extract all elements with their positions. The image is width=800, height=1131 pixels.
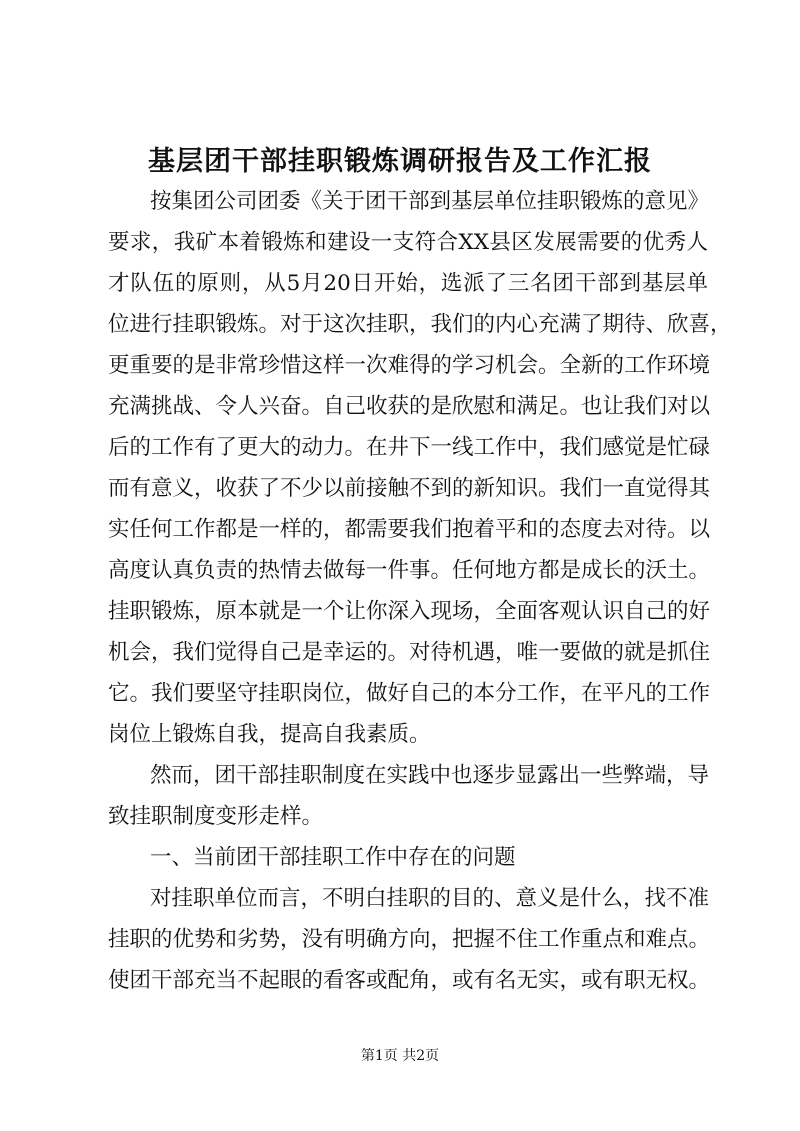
paragraph-1-line-8: 而有意义，收获了不少以前接触不到的新知识。我们一直觉得其 xyxy=(108,476,711,501)
paragraph-1-line-6: 充满挑战、令人兴奋。自己收获的是欣慰和满足。也让我们对以 xyxy=(108,394,711,419)
paragraph-3-line-1: 对挂职单位而言，不明白挂职的目的、意义是什么，找不准 xyxy=(150,886,710,911)
paragraph-3-line-3: 使团干部充当不起眼的看客或配角，或有名无实，或有职无权。 xyxy=(108,968,711,993)
paragraph-1-line-1: 按集团公司团委《关于团干部到基层单位挂职锻炼的意见》 xyxy=(150,189,710,214)
paragraph-1-line-7: 后的工作有了更大的动力。在井下一线工作中，我们感觉是忙碌 xyxy=(108,435,711,460)
paragraph-1-line-13: 它。我们要坚守挂职岗位，做好自己的本分工作，在平凡的工作 xyxy=(108,681,711,706)
paragraph-1-line-4: 位进行挂职锻炼。对于这次挂职，我们的内心充满了期待、欣喜， xyxy=(108,312,732,337)
paragraph-1-line-11: 挂职锻炼，原本就是一个让你深入现场，全面客观认识自己的好 xyxy=(108,599,711,624)
document-title: 基层团干部挂职锻炼调研报告及工作汇报 xyxy=(148,146,652,177)
paragraph-1-line-5: 更重要的是非常珍惜这样一次难得的学习机会。全新的工作环境 xyxy=(108,353,711,378)
paragraph-1-line-14: 岗位上锻炼自我，提高自我素质。 xyxy=(108,722,431,747)
section-heading: 一、当前团干部挂职工作中存在的问题 xyxy=(150,845,516,870)
paragraph-1-line-3: 才队伍的原则，从5月20日开始，选派了三名团干部到基层单 xyxy=(108,271,708,296)
page-number-footer: 第1页 共2页 xyxy=(360,1048,440,1064)
paragraph-2-line-1: 然而，团干部挂职制度在实践中也逐步显露出一些弊端，导 xyxy=(150,763,710,788)
paragraph-1-line-9: 实任何工作都是一样的，都需要我们抱着平和的态度去对待。以 xyxy=(108,517,711,542)
paragraph-3-line-2: 挂职的优势和劣势，没有明确方向，把握不住工作重点和难点。 xyxy=(108,927,711,952)
paragraph-1-line-12: 机会，我们觉得自己是幸运的。对待机遇，唯一要做的就是抓住 xyxy=(108,640,711,665)
paragraph-2-line-2: 致挂职制度变形走样。 xyxy=(108,804,324,829)
paragraph-1-line-10: 高度认真负责的热情去做每一件事。任何地方都是成长的沃土。 xyxy=(108,558,711,583)
paragraph-1-line-2: 要求，我矿本着锻炼和建设一支符合XX县区发展需要的优秀人 xyxy=(108,230,708,255)
